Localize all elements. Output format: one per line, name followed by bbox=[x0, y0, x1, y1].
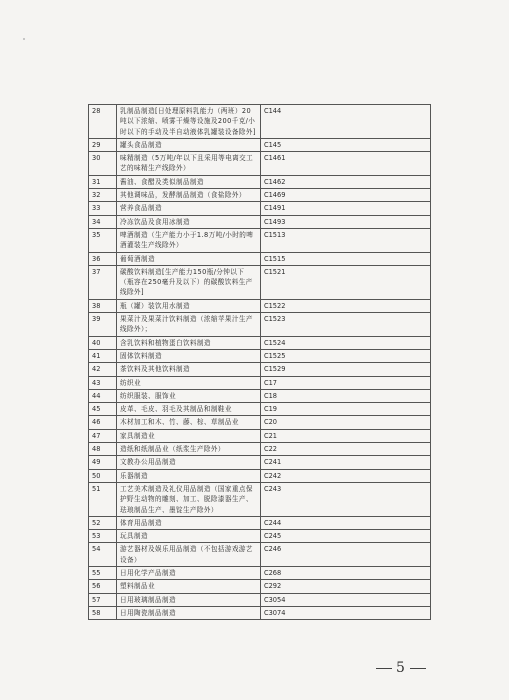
table-row bbox=[89, 376, 431, 389]
table-row bbox=[89, 530, 431, 543]
industry-code: C1469 bbox=[261, 189, 431, 202]
industry-name: 碳酸饮料制造[生产能力150瓶/分钟以下（瓶容在250毫升及以下）的碳酸饮料生产线除外] bbox=[117, 265, 261, 299]
industry-code: C21 bbox=[261, 429, 431, 442]
industry-code: C1525 bbox=[261, 349, 431, 362]
industry-code: C1491 bbox=[261, 202, 431, 215]
table-row bbox=[89, 482, 431, 516]
table-row bbox=[89, 138, 431, 151]
table-row bbox=[89, 202, 431, 215]
table-row bbox=[89, 469, 431, 482]
industry-code: C292 bbox=[261, 580, 431, 593]
industry-name: 日用陶瓷制品制造 bbox=[117, 606, 261, 619]
industry-name: 冷冻饮品及食用冰制造 bbox=[117, 215, 261, 228]
industry-code: C3054 bbox=[261, 593, 431, 606]
industry-name: 日用玻璃制品制造 bbox=[117, 593, 261, 606]
industry-name: 酱油、食醋及类似制品制造 bbox=[117, 175, 261, 188]
industry-code: C1513 bbox=[261, 228, 431, 252]
industry-code: C20 bbox=[261, 416, 431, 429]
table-row bbox=[89, 516, 431, 529]
row-number: 40 bbox=[89, 336, 117, 349]
industry-name: 文教办公用品制造 bbox=[117, 456, 261, 469]
industry-name: 乳制品制造[日处理原料乳能力（两班）20吨以下浓缩、喷雾干燥等设施及200千克/小时以下的手动及半自动液体乳罐装设备除外] bbox=[117, 105, 261, 139]
row-number: 37 bbox=[89, 265, 117, 299]
row-number: 42 bbox=[89, 363, 117, 376]
row-number: 34 bbox=[89, 215, 117, 228]
industry-name: 瓶（罐）装饮用水制造 bbox=[117, 299, 261, 312]
industry-code: C246 bbox=[261, 543, 431, 567]
table-row bbox=[89, 313, 431, 337]
industry-name: 纺织服装、服饰业 bbox=[117, 389, 261, 402]
page-number: 5 bbox=[396, 660, 406, 676]
industry-name: 玩具制造 bbox=[117, 530, 261, 543]
industry-name: 家具制造业 bbox=[117, 429, 261, 442]
row-number: 38 bbox=[89, 299, 117, 312]
industry-code: C1515 bbox=[261, 252, 431, 265]
industry-code: C1529 bbox=[261, 363, 431, 376]
industry-code: C244 bbox=[261, 516, 431, 529]
industry-name: 塑料制品业 bbox=[117, 580, 261, 593]
table-row bbox=[89, 543, 431, 567]
row-number: 54 bbox=[89, 543, 117, 567]
row-number: 32 bbox=[89, 189, 117, 202]
table-row bbox=[89, 416, 431, 429]
table-row bbox=[89, 189, 431, 202]
table-row bbox=[89, 429, 431, 442]
industry-code: C243 bbox=[261, 482, 431, 516]
industry-code: C1461 bbox=[261, 152, 431, 176]
table-row bbox=[89, 566, 431, 579]
industry-name: 果菜汁及果菜汁饮料制造（浓缩苹果汁生产线除外）； bbox=[117, 313, 261, 337]
industry-code: C268 bbox=[261, 566, 431, 579]
row-number: 31 bbox=[89, 175, 117, 188]
table-row bbox=[89, 363, 431, 376]
page-footer bbox=[372, 660, 430, 676]
industry-code: C17 bbox=[261, 376, 431, 389]
row-number: 45 bbox=[89, 403, 117, 416]
industry-name: 体育用品制造 bbox=[117, 516, 261, 529]
industry-name: 纺织业 bbox=[117, 376, 261, 389]
industry-code: C18 bbox=[261, 389, 431, 402]
industry-name: 其他调味品，发酵制品制造（食盐除外） bbox=[117, 189, 261, 202]
table-row bbox=[89, 443, 431, 456]
industry-name: 味精制造（5万吨/年以下且采用等电离交工艺的味精生产线除外） bbox=[117, 152, 261, 176]
industry-name: 营养食品制造 bbox=[117, 202, 261, 215]
industry-code: C19 bbox=[261, 403, 431, 416]
industry-name: 木材加工和木、竹、藤、棕、草制品业 bbox=[117, 416, 261, 429]
table-row bbox=[89, 456, 431, 469]
industry-name: 皮革、毛皮、羽毛及其制品和制鞋业 bbox=[117, 403, 261, 416]
table-row bbox=[89, 593, 431, 606]
row-number: 41 bbox=[89, 349, 117, 362]
industry-catalog-table bbox=[88, 104, 431, 620]
table-row bbox=[89, 336, 431, 349]
industry-name: 葡萄酒制造 bbox=[117, 252, 261, 265]
table-row bbox=[89, 252, 431, 265]
footer-dash-left bbox=[376, 668, 392, 669]
row-number: 53 bbox=[89, 530, 117, 543]
industry-name: 啤酒制造（生产能力小于1.8万吨/小时的啤酒灌装生产线除外） bbox=[117, 228, 261, 252]
row-number: 43 bbox=[89, 376, 117, 389]
row-number: 44 bbox=[89, 389, 117, 402]
table-row bbox=[89, 228, 431, 252]
industry-code: C144 bbox=[261, 105, 431, 139]
table-row bbox=[89, 389, 431, 402]
industry-code: C1521 bbox=[261, 265, 431, 299]
industry-code: C145 bbox=[261, 138, 431, 151]
industry-name: 茶饮料及其他饮料制造 bbox=[117, 363, 261, 376]
table-row bbox=[89, 349, 431, 362]
row-number: 33 bbox=[89, 202, 117, 215]
row-number: 28 bbox=[89, 105, 117, 139]
table-row bbox=[89, 299, 431, 312]
industry-code: C3074 bbox=[261, 606, 431, 619]
row-number: 48 bbox=[89, 443, 117, 456]
row-number: 29 bbox=[89, 138, 117, 151]
row-number: 35 bbox=[89, 228, 117, 252]
industry-name: 日用化学产品制造 bbox=[117, 566, 261, 579]
table-row bbox=[89, 215, 431, 228]
table-row bbox=[89, 105, 431, 139]
industry-code: C22 bbox=[261, 443, 431, 456]
row-number: 50 bbox=[89, 469, 117, 482]
industry-name: 乐器制造 bbox=[117, 469, 261, 482]
industry-code: C245 bbox=[261, 530, 431, 543]
row-number: 46 bbox=[89, 416, 117, 429]
table-body bbox=[89, 105, 431, 620]
table-row bbox=[89, 265, 431, 299]
row-number: 57 bbox=[89, 593, 117, 606]
row-number: 47 bbox=[89, 429, 117, 442]
row-number: 51 bbox=[89, 482, 117, 516]
table-row bbox=[89, 580, 431, 593]
industry-code: C242 bbox=[261, 469, 431, 482]
table-row bbox=[89, 175, 431, 188]
industry-name: 含乳饮料和植物蛋白饮料制造 bbox=[117, 336, 261, 349]
row-number: 58 bbox=[89, 606, 117, 619]
table-row bbox=[89, 606, 431, 619]
industry-name: 工艺美术制造及礼仪用品制造（国家重点保护野生动物的雕刻、加工、脱除漆器生产、珐琅制品生产、墨锭生产除外） bbox=[117, 482, 261, 516]
industry-code: C1462 bbox=[261, 175, 431, 188]
industry-code: C241 bbox=[261, 456, 431, 469]
footer-dash-right bbox=[410, 668, 426, 669]
row-number: 52 bbox=[89, 516, 117, 529]
table-row bbox=[89, 152, 431, 176]
row-number: 30 bbox=[89, 152, 117, 176]
industry-code: C1493 bbox=[261, 215, 431, 228]
industry-name: 造纸和纸制品业（纸浆生产除外） bbox=[117, 443, 261, 456]
industry-name: 固体饮料制造 bbox=[117, 349, 261, 362]
industry-code: C1524 bbox=[261, 336, 431, 349]
industry-name: 游艺器材及娱乐用品制造（不包括游戏游艺设备） bbox=[117, 543, 261, 567]
row-number: 56 bbox=[89, 580, 117, 593]
row-number: 55 bbox=[89, 566, 117, 579]
scan-speck bbox=[23, 38, 25, 40]
row-number: 49 bbox=[89, 456, 117, 469]
industry-code: C1522 bbox=[261, 299, 431, 312]
row-number: 39 bbox=[89, 313, 117, 337]
industry-name: 罐头食品制造 bbox=[117, 138, 261, 151]
table-row bbox=[89, 403, 431, 416]
industry-code: C1523 bbox=[261, 313, 431, 337]
row-number: 36 bbox=[89, 252, 117, 265]
